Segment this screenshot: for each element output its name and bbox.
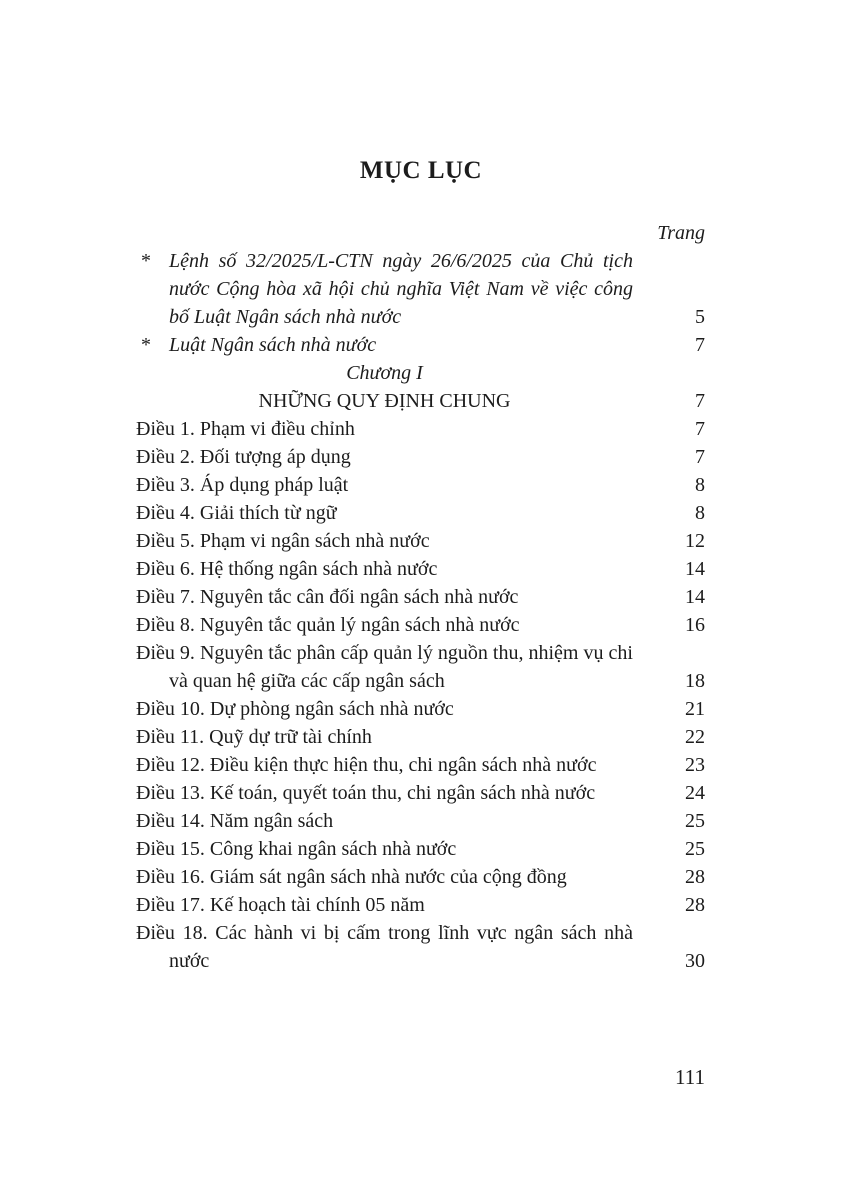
toc-entry-dieu-18 [136,919,705,975]
entry-page-number: 22 [685,726,705,748]
entry-page-number: 18 [685,670,705,692]
toc-list [136,247,705,975]
entry-page-number: 16 [685,614,705,636]
entry-page-number: 8 [695,502,705,524]
entry-text: Luật Ngân sách nhà nước [169,334,377,356]
toc-entry-lenh-cong-bo [136,247,705,331]
entry-page-number: 7 [695,418,705,440]
entry-text: Chương I [346,362,423,384]
toc-entry-dieu-13 [136,779,705,807]
entry-page-number: 23 [685,754,705,776]
page-column-header: Trang [657,222,705,244]
entry-text: Điều 7. Nguyên tắc cân đối ngân sách nhà nước [136,586,519,608]
entry-page-number: 25 [685,810,705,832]
entry-text: Điều 12. Điều kiện thực hiện thu, chi ngân sách nhà nước [136,754,597,776]
page-title: MỤC LỤC [359,157,483,184]
entry-page-number: 24 [685,782,705,804]
entry-text: Điều 3. Áp dụng pháp luật [136,474,349,496]
toc-entry-dieu-15 [136,835,705,863]
entry-page-number: 14 [685,558,705,580]
toc-entry-dieu-6 [136,555,705,583]
toc-entry-luat-ngan-sach-nha-nuoc [136,331,705,359]
toc-entry-dieu-7 [136,583,705,611]
entry-page-number: 7 [695,446,705,468]
entry-page-number: 21 [685,698,705,720]
toc-entry-dieu-9 [136,639,705,695]
entry-page-number: 28 [685,866,705,888]
toc-entry-dieu-14 [136,807,705,835]
entry-marker: * [141,334,151,356]
entry-text: Điều 5. Phạm vi ngân sách nhà nước [136,530,430,552]
toc-entry-dieu-8 [136,611,705,639]
toc-entry-chuong-i-title [136,387,705,415]
page-number: 111 [675,1065,705,1089]
toc-entry-dieu-5 [136,527,705,555]
entry-text: NHỮNG QUY ĐỊNH CHUNG [258,390,511,412]
toc-entry-dieu-1 [136,415,705,443]
toc-entry-dieu-4 [136,499,705,527]
entry-text: Điều 10. Dự phòng ngân sách nhà nước [136,698,454,720]
entry-page-number: 25 [685,838,705,860]
entry-text: Điều 15. Công khai ngân sách nhà nước [136,838,457,860]
entry-text: Điều 9. Nguyên tắc phân cấp quản lý nguồn thu, nhiệm vụ chi và quan hệ giữa các cấp ngân sách [136,642,633,692]
entry-text: Điều 17. Kế hoạch tài chính 05 năm [136,894,425,916]
entry-page-number: 28 [685,894,705,916]
toc-entry-dieu-3 [136,471,705,499]
entry-text: Điều 1. Phạm vi điều chỉnh [136,418,355,440]
entry-text: Điều 14. Năm ngân sách [136,810,334,832]
entry-text: Điều 11. Quỹ dự trữ tài chính [136,726,372,748]
entry-marker: * [141,250,151,272]
toc-content [136,219,705,975]
entry-page-number: 7 [695,390,705,412]
toc-entry-dieu-10 [136,695,705,723]
toc-entry-chuong-i [136,359,705,387]
entry-text: Điều 13. Kế toán, quyết toán thu, chi ngân sách nhà nước [136,782,596,804]
entry-page-number: 7 [695,334,705,356]
toc-entry-dieu-11 [136,723,705,751]
entry-page-number: 14 [685,586,705,608]
entry-text: Điều 2. Đối tượng áp dụng [136,446,351,468]
entry-text: Điều 4. Giải thích từ ngữ [136,502,337,524]
entry-page-number: 12 [685,530,705,552]
entry-text: Điều 8. Nguyên tắc quản lý ngân sách nhà nước [136,614,520,636]
entry-text: Điều 18. Các hành vi bị cấm trong lĩnh vực ngân sách nhà nước [136,922,633,972]
entry-text: Điều 6. Hệ thống ngân sách nhà nước [136,558,438,580]
entry-text: Lệnh số 32/2025/L-CTN ngày 26/6/2025 của Chủ tịch nước Cộng hòa xã hội chủ nghĩa Việt Nam về việc công bố Luật Ngân sách nhà nước [169,250,633,328]
entry-page-number: 8 [695,474,705,496]
toc-entry-dieu-16 [136,863,705,891]
entry-page-number: 30 [685,950,705,972]
entry-text: Điều 16. Giám sát ngân sách nhà nước của cộng đồng [136,866,567,888]
entry-page-number: 5 [695,306,705,328]
toc-entry-dieu-17 [136,891,705,919]
toc-entry-dieu-12 [136,751,705,779]
toc-entry-dieu-2 [136,443,705,471]
